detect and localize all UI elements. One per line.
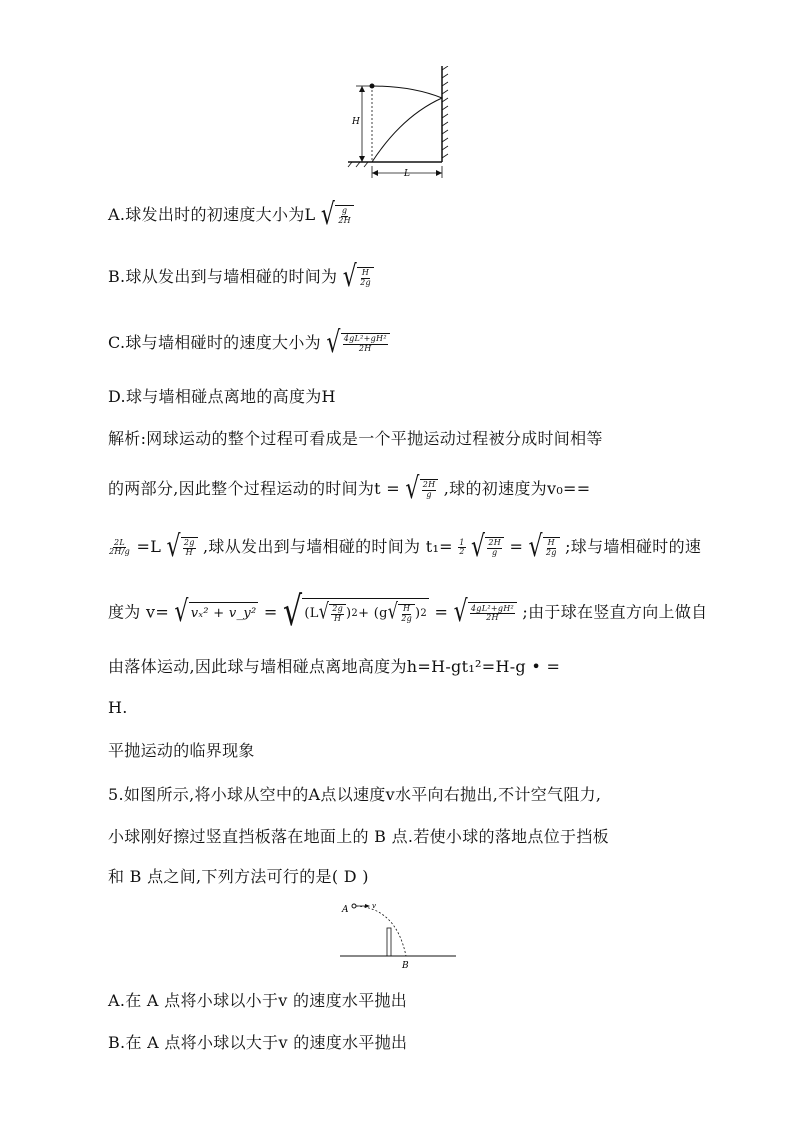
- fig2-label-b: B: [402, 961, 409, 970]
- fig1-label-l: L: [404, 169, 410, 179]
- fig2-label-a: A: [342, 905, 349, 915]
- section-title: 平抛运动的临界现象: [108, 741, 255, 760]
- q5-option-b: B.在 A 点将小球以大于v 的速度水平抛出: [108, 1033, 408, 1052]
- q5-option-a: A.在 A 点将小球以小于v 的速度水平抛出: [108, 991, 408, 1010]
- q5-stem-line-1: 5.如图所示,将小球从空中的A点以速度v水平向右抛出,不计空气阻力,: [108, 785, 602, 804]
- q5-stem-line-3: 和 B 点之间,下列方法可行的是( D ): [108, 867, 369, 886]
- analysis-line-1: 解析:网球运动的整个过程可看成是一个平抛运动过程被分成时间相等: [108, 429, 603, 448]
- q4-option-a: A.球发出时的初速度大小为L √ $\frac{g}{2H}$: [108, 202, 354, 227]
- analysis-line-2: 的两部分,因此整个过程运动的时间为t = √ $\frac{2H}{g}$ ,球的初速度为v₀==: [108, 471, 591, 506]
- analysis-line-5: 由落体运动,因此球与墙相碰点离地高度为h=H-gt₁²=H-g • =: [108, 657, 561, 676]
- analysis-line-6: H.: [108, 698, 128, 717]
- q5-stem-line-2: 小球刚好擦过竖直挡板落在地面上的 B 点.若使小球的落地点位于挡板: [108, 827, 609, 846]
- q4-option-c: C.球与墙相碰时的速度大小为 √ $\frac{\text{4gL²+gH²}}{2H}$: [108, 330, 390, 355]
- fig2-label-v: v: [372, 902, 376, 910]
- wall-trajectory-figure: [340, 66, 460, 186]
- fig1-label-h: H: [352, 117, 360, 127]
- analysis-line-3: $\frac{2L}{2H/g}$ =L √ $\frac{2g}{H}$ ,球从发出到与墙相碰的时间为 t₁= $\frac{1}{2}$ √ $\frac{2H}{g}$ = √ $\frac{H}{2g}$ ;球与墙相碰时的速: [109, 529, 702, 564]
- barrier-trajectory-figure: [336, 898, 460, 970]
- q4-option-b: B.球从发出到与墙相碰的时间为 √ $\frac{H}{2g}$: [108, 264, 374, 289]
- analysis-line-4: 度为 v= √ vₓ² + v_y² = √ (L √ $\frac{2g}{H}$ ) 2 + (g √ $\frac{H}{2g}$ ) 2 = √ $\frac{\text{4gL²+gH²}}{2H}$ ;由于球在竖直方向上做自: [108, 588, 708, 636]
- q4-option-d: D.球与墙相碰点离地的高度为H: [108, 387, 336, 406]
